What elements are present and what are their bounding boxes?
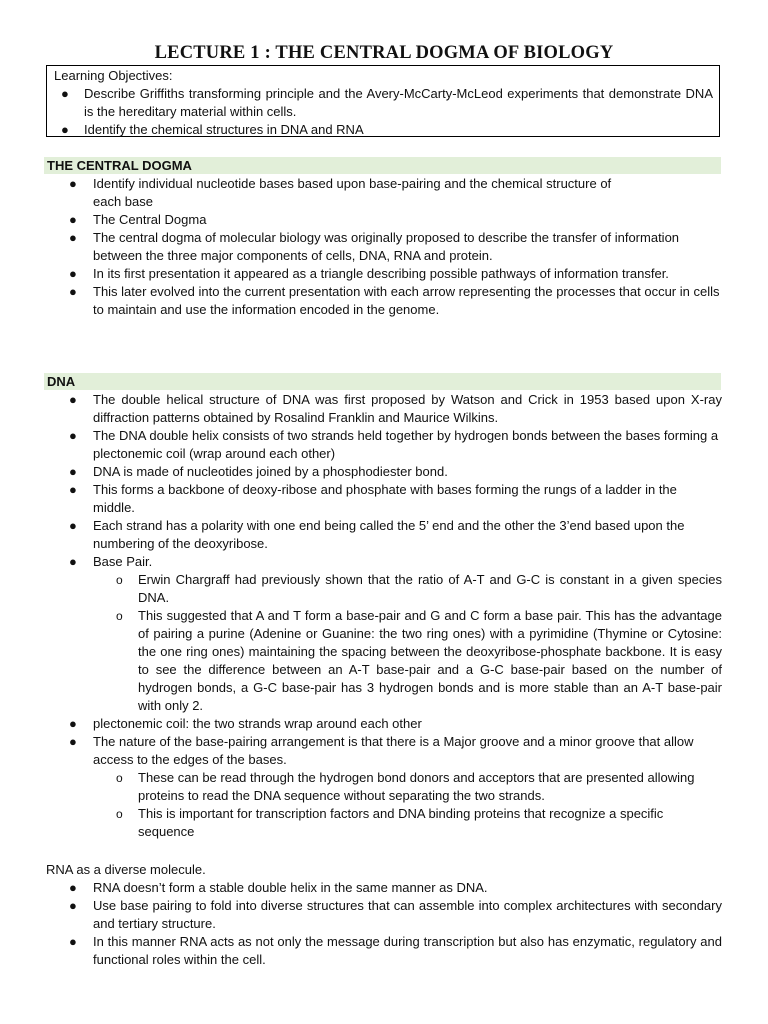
list-item: ● The double helical structure of DNA was first proposed by Watson and Crick in 1953 based upon X-ray diffraction patterns obtained by Rosalind Franklin and Maurice Wilkins.: [69, 392, 722, 425]
bullet-icon: ●: [69, 734, 77, 749]
bullet-icon: ●: [69, 464, 77, 479]
rna-heading: RNA as a diverse molecule.: [46, 862, 206, 877]
list-item: ● Each strand has a polarity with one end being called the 5’ end and the other the 3’end based upon the numbering of the deoxyribose.: [69, 518, 685, 551]
bullet-icon: ●: [69, 518, 77, 533]
list-item: ● Use base pairing to fold into diverse structures that can assemble into complex architectures with secondary and tertiary structure.: [69, 898, 722, 931]
dna-list: [46, 391, 722, 841]
hollow-bullet-icon: o: [116, 807, 123, 821]
sub-list-item: o This is important for transcription factors and DNA binding proteins that recognize a specific sequence: [116, 806, 664, 839]
sub-list-item: o These can be read through the hydrogen bond donors and acceptors that are presented allowing proteins to read the DNA sequence without separating the two strands.: [116, 770, 695, 803]
section-heading-central-dogma: THE CENTRAL DOGMA: [44, 157, 721, 174]
bullet-icon: ●: [69, 482, 77, 497]
bullet-icon: ●: [61, 122, 69, 137]
bullet-icon: ●: [69, 428, 77, 443]
dna-section: [46, 391, 722, 841]
list-item: ● The Central Dogma: [69, 212, 207, 227]
hollow-bullet-icon: o: [116, 771, 123, 785]
bullet-icon: ●: [69, 266, 77, 281]
list-item: ● plectonemic coil: the two strands wrap around each other: [69, 716, 422, 731]
bullet-icon: ●: [69, 898, 77, 913]
list-item: ● In its first presentation it appeared as a triangle describing possible pathways of information transfer.: [69, 266, 669, 281]
bullet-icon: ●: [69, 230, 77, 245]
rna-list: [46, 879, 722, 969]
list-item: ● In this manner RNA acts as not only the message during transcription but also has enzymatic, regulatory and functional roles within the cell.: [69, 934, 722, 967]
bullet-icon: ●: [69, 880, 77, 895]
page-title: LECTURE 1 : THE CENTRAL DOGMA OF BIOLOGY: [154, 43, 614, 63]
rna-section: [46, 861, 722, 969]
list-item: ● Identify the chemical structures in DNA and RNA: [61, 122, 364, 137]
objectives-heading: Learning Objectives:: [54, 68, 173, 83]
bullet-icon: ●: [69, 554, 77, 569]
bullet-icon: ●: [69, 934, 77, 949]
hollow-bullet-icon: o: [116, 609, 123, 623]
list-item: ● DNA is made of nucleotides joined by a phosphodiester bond.: [69, 464, 448, 479]
objectives-list: [54, 85, 713, 139]
list-item: ● Describe Griffiths transforming principle and the Avery-McCarty-McLeod experiments that demonstrate DNA is the hereditary material within cells.: [61, 86, 713, 119]
list-item: ● The nature of the base-pairing arrangement is that there is a Major groove and a minor groove that allow access to the edges of the bases.: [69, 734, 694, 767]
bullet-icon: ●: [69, 716, 77, 731]
bullet-icon: ●: [61, 86, 69, 101]
list-item: ● The central dogma of molecular biology was originally proposed to describe the transfer of information between the three major components of cells, DNA, RNA and protein.: [69, 230, 680, 263]
list-item: ● Identify individual nucleotide bases based upon base-pairing and the chemical structure of each base: [69, 176, 612, 209]
sub-list-item: o Erwin Chargraff had previously shown that the ratio of A-T and G-C is constant in a given species DNA.: [116, 572, 722, 605]
list-item: ● Base Pair.: [69, 554, 153, 569]
central-dogma-section: [46, 175, 722, 319]
list-item: ● This later evolved into the current presentation with each arrow representing the processes that occur in cells to maintain and use the information encoded in the genome.: [69, 284, 720, 317]
list-item: ● RNA doesn’t form a stable double helix in the same manner as DNA.: [69, 880, 488, 895]
hollow-bullet-icon: o: [116, 573, 123, 587]
list-item: ● The DNA double helix consists of two strands held together by hydrogen bonds between the bases forming a plectonemic coil (wrap around each other): [69, 428, 719, 461]
bullet-icon: ●: [69, 392, 77, 407]
bullet-icon: ●: [69, 284, 77, 299]
sub-list-item: o This suggested that A and T form a base-pair and G and C form a base pair. This has the advantage of pairing a purine (Adenine or Guanine: the two ring ones) with a pyrimidine (Thymine or Cytosine: the one ring ones) maintaining the spacing between the deoxyribose-phosphate backbone. It is easy to see the difference between an A-T base-pair and a G-C base-pair based on the number of hydrogen bonds, a G-C base-pair has 3 hydrogen bonds and is more stable than an A-T base-pair with only 2.: [116, 608, 722, 713]
central-dogma-list: [46, 175, 722, 319]
list-item: ● This forms a backbone of deoxy-ribose and phosphate with bases forming the rungs of a ladder in the middle.: [69, 482, 677, 515]
bullet-icon: ●: [69, 176, 77, 191]
section-heading-dna: DNA: [44, 373, 721, 390]
bullet-icon: ●: [69, 212, 77, 227]
learning-objectives-box: [46, 65, 720, 137]
